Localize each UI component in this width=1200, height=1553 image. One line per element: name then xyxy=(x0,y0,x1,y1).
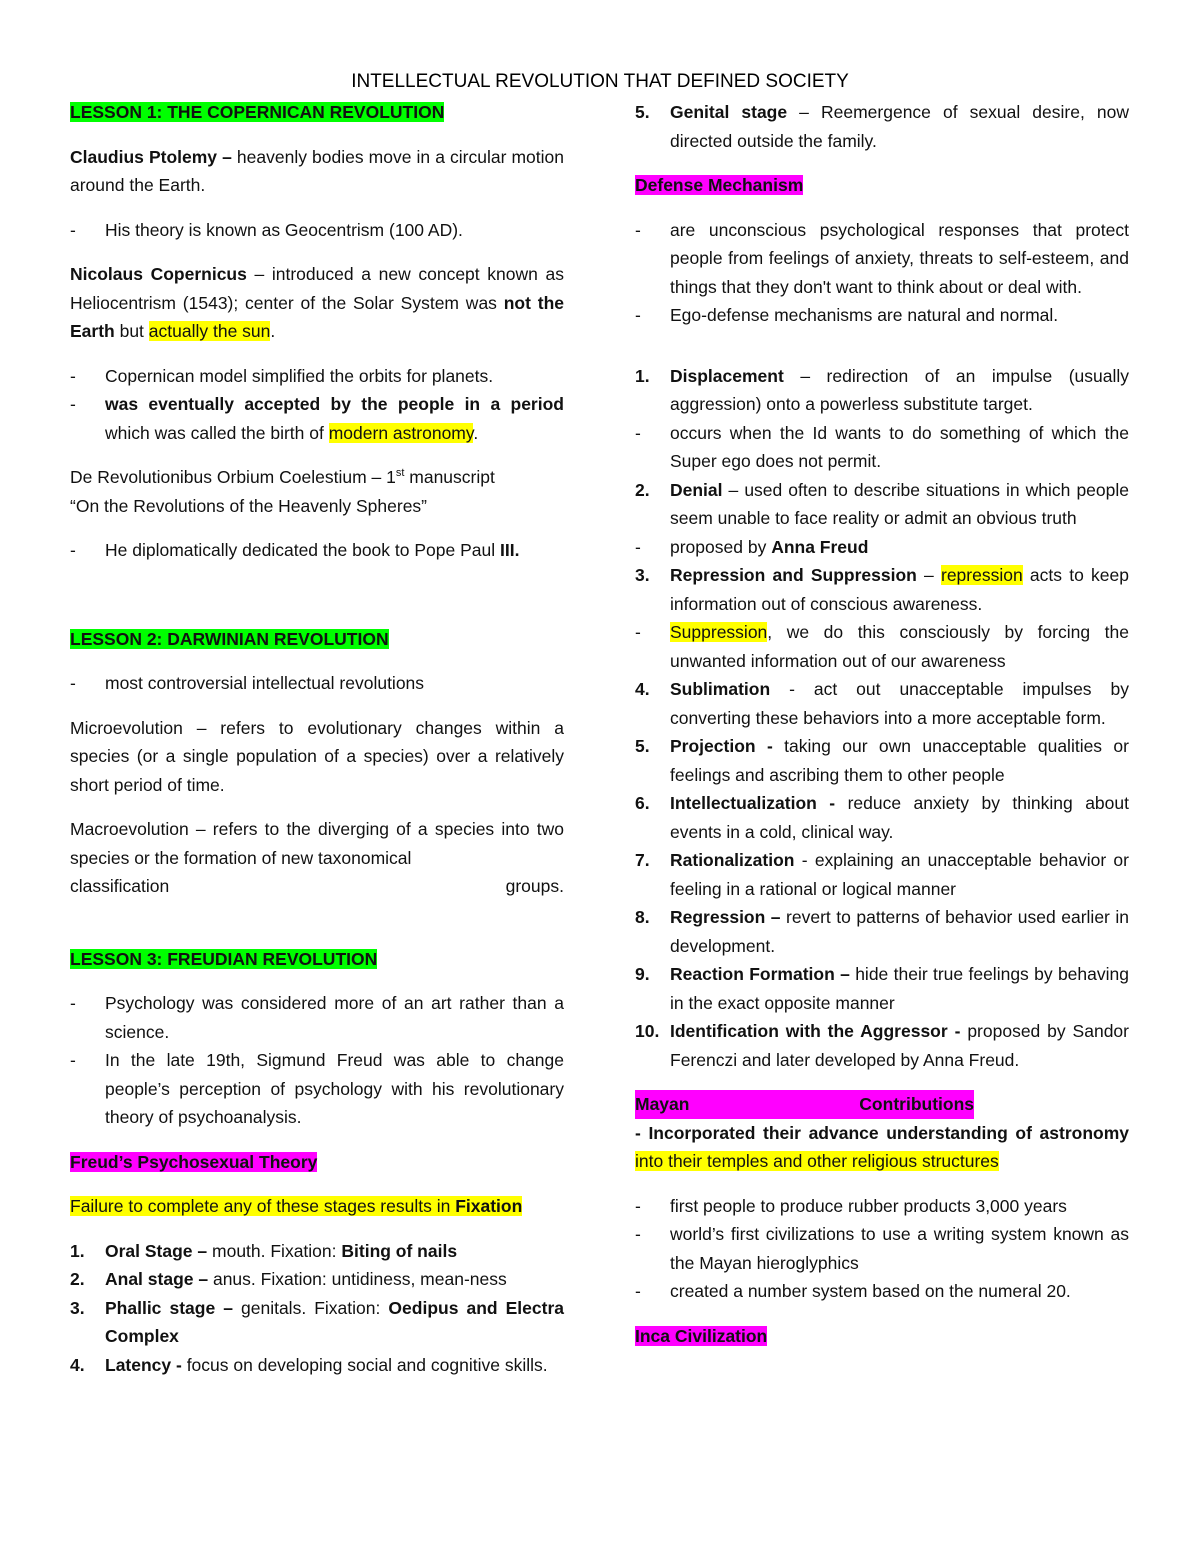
defense-item: 3. Repression and Suppression – repression acts to keep information out of conscious awareness. xyxy=(635,565,1129,614)
list-item: - Psychology was considered more of an art rather than a science. xyxy=(70,993,564,1042)
inca-heading: Inca Civilization xyxy=(635,1325,768,1346)
list-item: - Ego-defense mechanisms are natural and normal. xyxy=(635,305,1059,325)
defense-item: 9. Reaction Formation – hide their true feelings by behaving in the exact opposite manner xyxy=(635,964,1129,1013)
defense-item: 4. Sublimation - act out unacceptable impulses by converting these behaviors into a more acceptable form. xyxy=(635,679,1129,728)
list-item: - most controversial intellectual revolutions xyxy=(70,673,425,693)
stage-item: 1. Oral Stage – mouth. Fixation: Biting of nails xyxy=(70,1240,458,1261)
lesson1-heading: LESSON 1: THE COPERNICAN REVOLUTION xyxy=(70,102,445,122)
defense-item: 2. Denial – used often to describe situations in which people seem unable to face reality or admit an obvious truth xyxy=(635,479,1129,528)
psychosexual-heading: Freud’s Psychosexual Theory xyxy=(70,1151,318,1172)
list-item: - Copernican model simplified the orbits for planets. xyxy=(70,365,494,386)
defense-item: 6. Intellectualization - reduce anxiety by thinking about events in a cold, clinical way. xyxy=(635,793,1129,842)
left-column xyxy=(70,98,564,1379)
list-item: - His theory is known as Geocentrism (100 AD). xyxy=(70,219,463,240)
defense-heading: Defense Mechanism xyxy=(635,175,804,195)
defense-item: 1. Displacement – redirection of an impulse (usually aggression) onto a powerless substitute target. xyxy=(635,365,1129,414)
lesson3-heading: LESSON 3: FREUDIAN REVOLUTION xyxy=(70,948,378,969)
list-item: - world’s first civilizations to use a writing system known as the Mayan hieroglyphics xyxy=(635,1224,1129,1273)
list-item: - created a number system based on the numeral 20. xyxy=(635,1281,1071,1301)
page-title: INTELLECTUAL REVOLUTION THAT DEFINED SOCIETY xyxy=(351,71,849,92)
list-item: - are unconscious psychological responses that protect people from feelings of anxiety, threats to self-esteem, and things that they don't want to think about or deal with. xyxy=(635,219,1129,297)
defense-item: 10. Identification with the Aggressor - proposed by Sandor Ferenczi and later developed by Anna Freud. xyxy=(635,1021,1129,1070)
ptolemy-paragraph: Claudius Ptolemy – heavenly bodies move in a circular motion around the Earth. xyxy=(70,146,564,195)
list-item: - In the late 19th, Sigmund Freud was able to change people’s perception of psychology with his revolutionary theory of psychoanalysis. xyxy=(70,1050,565,1127)
list-item: - occurs when the Id wants to do something of which the Super ego does not permit. xyxy=(635,422,1129,471)
stage-item: 2. Anal stage – anus. Fixation: untidiness, mean-ness xyxy=(70,1269,507,1289)
stage-item: 5. Genital stage – Reemergence of sexual desire, now directed outside the family. xyxy=(635,102,1129,151)
defense-item: 8. Regression – revert to patterns of behavior used earlier in development. xyxy=(635,907,1129,956)
list-item: - Suppression, we do this consciously by forcing the unwanted information out of our awareness xyxy=(635,622,1129,671)
stage-item: 4. Latency - focus on developing social and cognitive skills. xyxy=(70,1354,548,1375)
macroevolution-last-line: classification groups. xyxy=(70,876,564,896)
list-item: - proposed by Anna Freud xyxy=(635,536,869,557)
fixation-paragraph: Failure to complete any of these stages results in Fixation xyxy=(70,1196,523,1216)
copernicus-paragraph: Nicolaus Copernicus – introduced a new concept known as Heliocentrism (1543); center of the Solar System was not the Earth but actually the sun. xyxy=(70,264,564,341)
list-item: - first people to produce rubber products 3,000 years xyxy=(635,1195,1067,1216)
defense-item: 5. Projection - taking our own unacceptable qualities or feelings and ascribing them to other people xyxy=(635,736,1129,785)
right-column xyxy=(635,98,1129,1350)
list-item: - He diplomatically dedicated the book to Pope Paul III. xyxy=(70,540,520,560)
mayan-heading: Mayan Contributions xyxy=(635,1090,974,1119)
list-item: - was eventually accepted by the people in a period which was called the birth of modern astronomy. xyxy=(70,394,564,443)
lesson2-heading: LESSON 2: DARWINIAN REVOLUTION xyxy=(70,628,389,649)
stage-item: 3. Phallic stage – genitals. Fixation: Oedipus and Electra Complex xyxy=(70,1297,565,1346)
mayan-intro: - Incorporated their advance understanding of astronomy into their temples and other religious structures xyxy=(635,1122,1129,1171)
microevolution-paragraph: Microevolution – refers to evolutionary changes within a species (or a single population of a species) over a relatively short period of time. xyxy=(70,717,564,795)
macroevolution-paragraph: Macroevolution – refers to the diverging of a species into two species or the formation of new taxonomical xyxy=(70,819,564,868)
defense-item: 7. Rationalization - explaining an unacceptable behavior or feeling in a rational or logical manner xyxy=(635,850,1129,899)
de-revolutionibus-paragraph: De Revolutionibus Orbium Coelestium – 1st manuscript “On the Revolutions of the Heavenly Spheres” xyxy=(70,467,495,516)
